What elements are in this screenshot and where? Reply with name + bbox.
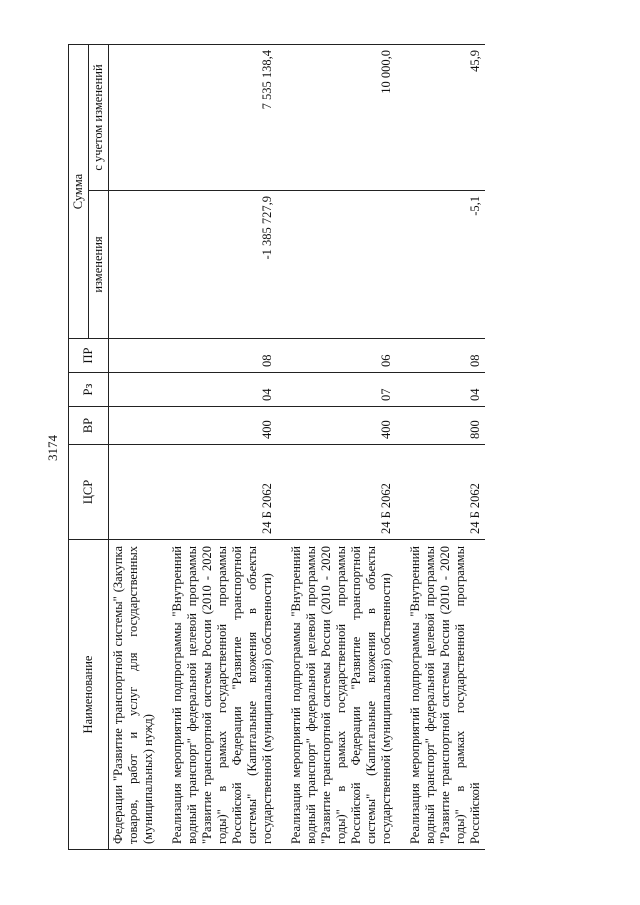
row-csr: 24 Б 2062 [168, 445, 277, 540]
table-row [109, 45, 159, 850]
page-number: 3174 [45, 435, 60, 461]
row-change: -1 385 727,9 [168, 191, 277, 339]
row-csr [109, 445, 159, 540]
row-vr: 800 [406, 407, 485, 445]
row-pr: 08 [168, 339, 277, 373]
row-total [109, 45, 159, 191]
row-change [109, 191, 159, 339]
row-pr [109, 339, 159, 373]
row-vr [109, 407, 159, 445]
header-with-change: с учетом изменений [89, 45, 109, 191]
row-spacer [277, 45, 287, 850]
row-rz [109, 373, 159, 407]
budget-table [68, 44, 485, 850]
row-total: 10 000,0 [287, 45, 396, 191]
table-header [69, 45, 109, 850]
header-csr: ЦСР [69, 445, 109, 540]
row-name: Реализация мероприятий подпрограммы "Внутренний водный транспорт" федеральной целевой программы "Развитие транспортной системы России (2010 - 2020 годы)" в рамках государственной программы Российской [406, 540, 485, 850]
table-row [168, 45, 277, 850]
header-vr: ВР [69, 407, 109, 445]
row-rz: 04 [168, 373, 277, 407]
row-total: 7 535 138,4 [168, 45, 277, 191]
row-pr: 08 [406, 339, 485, 373]
row-change: -5,1 [406, 191, 485, 339]
row-name: Реализация мероприятий подпрограммы "Внутренний водный транспорт" федеральной целевой программы "Развитие транспортной системы России (2010 - 2020 годы)" в рамках государственной программы Российской Федерации "Развитие транспортной системы" (Капитальные вложения в объекты государственной (муниципальной) собственности) [287, 540, 396, 850]
row-csr: 24 Б 2062 [406, 445, 485, 540]
header-sum: Сумма [69, 45, 89, 339]
header-name: Наименование [69, 540, 109, 850]
header-pr: ПР [69, 339, 109, 373]
row-spacer [158, 45, 168, 850]
row-change [287, 191, 396, 339]
row-rz: 04 [406, 373, 485, 407]
table-row [287, 45, 396, 850]
row-total: 45,9 [406, 45, 485, 191]
header-rz: Рз [69, 373, 109, 407]
table-row [406, 45, 485, 850]
row-name: Реализация мероприятий подпрограммы "Внутренний водный транспорт" федеральной целевой программы "Развитие транспортной системы России (2010 - 2020 годы)" в рамках государственной программы Российской Федерации "Развитие транспортной системы" (Капитальные вложения в объекты государственной (муниципальной) собственности) [168, 540, 277, 850]
rotated-table-container [68, 45, 588, 850]
row-spacer [396, 45, 406, 850]
row-rz: 07 [287, 373, 396, 407]
row-vr: 400 [287, 407, 396, 445]
row-pr: 06 [287, 339, 396, 373]
header-change: изменения [89, 191, 109, 339]
row-vr: 400 [168, 407, 277, 445]
row-name: Федерации "Развитие транспортной системы" (Закупка товаров, работ и услуг для государственных (муниципальных) нужд) [109, 540, 159, 850]
row-csr: 24 Б 2062 [287, 445, 396, 540]
